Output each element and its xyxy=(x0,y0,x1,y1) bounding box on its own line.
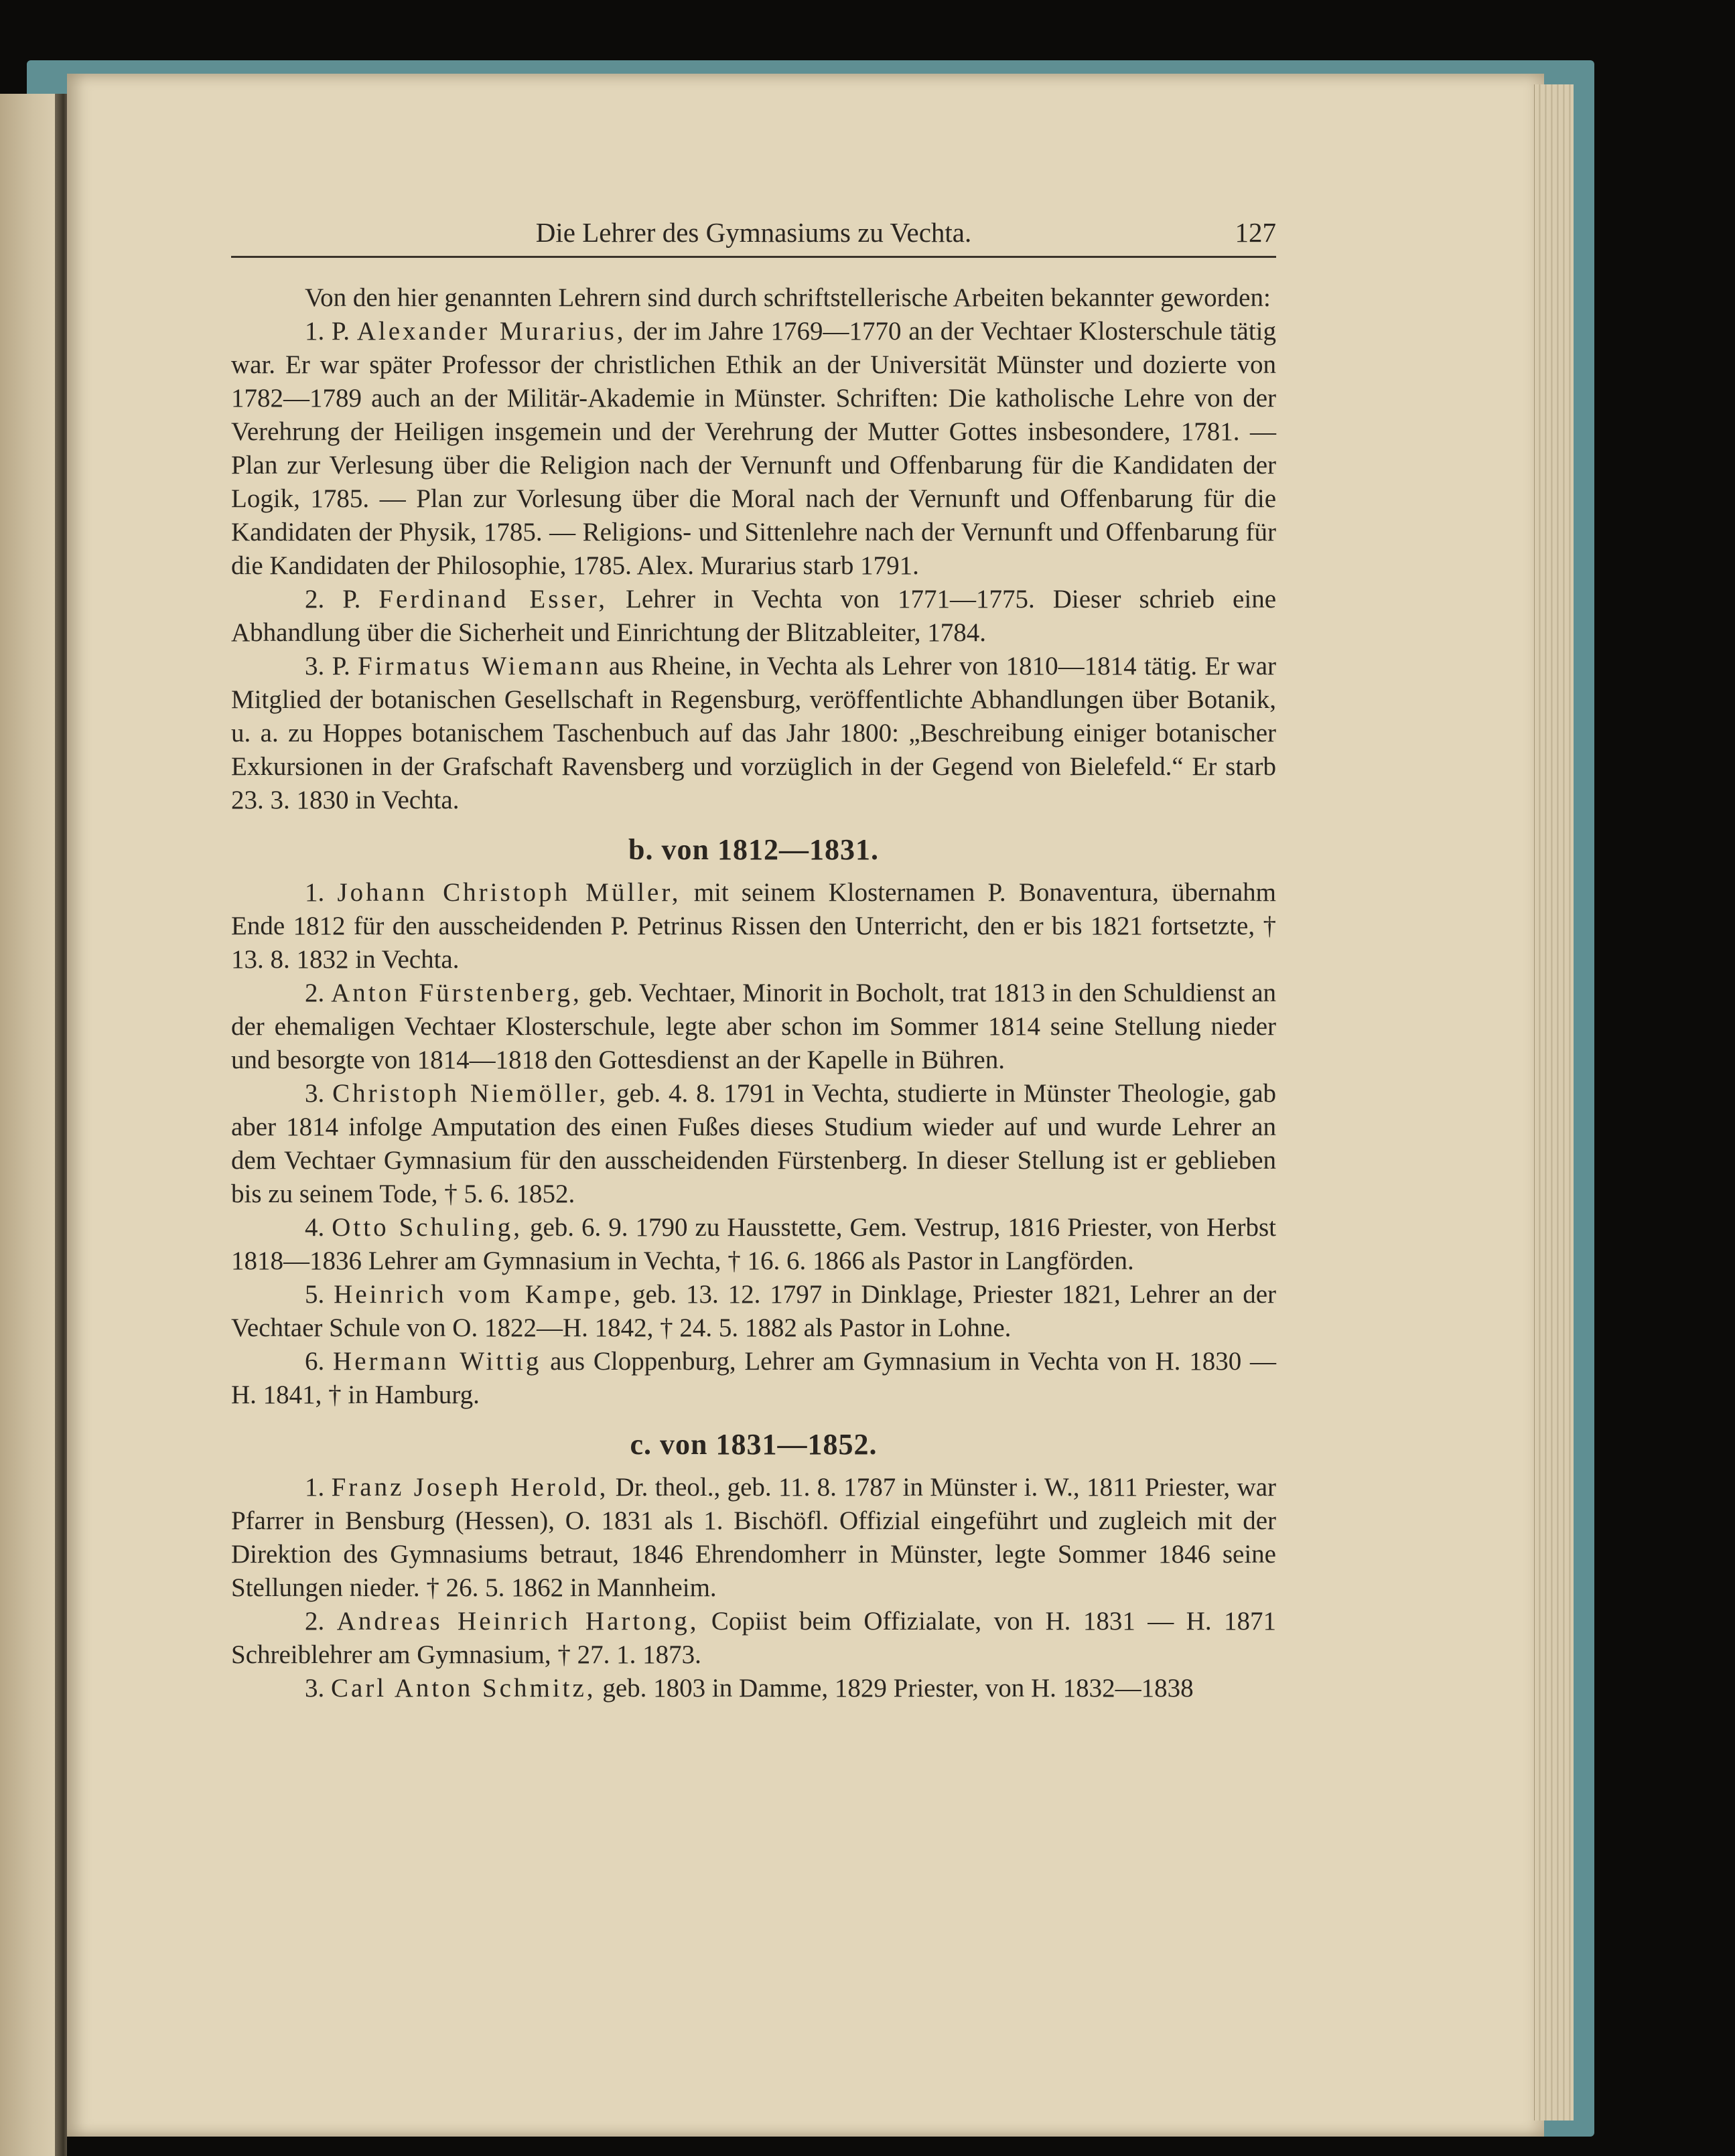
entry-number: 2. P. xyxy=(305,585,361,614)
entry-c-2 xyxy=(231,1605,1276,1672)
entry-name: Johann Christoph Müller, xyxy=(337,878,681,907)
page-number: 127 xyxy=(1235,217,1276,248)
entry-text: geb. 13. 12. 1797 in Dinklage, Priester 1821, Lehrer an der Vechtaer Schule von O. 1822—H. 1842, † 24. 5. 1882 als Pastor in Lohne. xyxy=(231,1280,1277,1342)
entry-number: 3. P. xyxy=(305,652,350,680)
entry-a-3 xyxy=(231,650,1276,817)
entry-text: der im Jahre 1769—1770 an der Vechtaer Klosterschule tätig war. Er war später Professor der christlichen Ethik an der Universität Münster und dozierte von 1782—1789 auch an der Militär-Akademie in Münster. Schriften: Die katholische Lehre von der Verehrung der Heiligen insgemein und der Verehrung der Mutter Gottes insbesondere, 1781. — Plan zur Verlesung über die Religion nach der Vernunft und Offenbarung für die Kandidaten der Logik, 1785. — Plan zur Vorlesung über die Moral nach der Vernunft und Offenbarung für die Kandidaten der Physik, 1785. — Religions- und Sittenlehre nach der Vernunft und Offenbarung für die Kandidaten der Philosophie, 1785. Alex. Murarius starb 1791. xyxy=(231,317,1276,580)
entry-name: Firmatus Wiemann xyxy=(358,652,602,680)
entry-text: geb. 6. 9. 1790 zu Hausstette, Gem. Vestrup, 1816 Priester, von Herbst 1818—1836 Lehrer am Gymnasium in Vechta, † 16. 6. 1866 als Pastor in Langförden. xyxy=(231,1213,1276,1275)
entry-name: Otto Schuling, xyxy=(332,1213,523,1242)
entry-name: Andreas Heinrich Hartong, xyxy=(336,1607,699,1636)
entry-name: Hermann Wittig xyxy=(333,1347,542,1376)
book-gutter xyxy=(55,94,67,2156)
page-edges xyxy=(1534,84,1574,2121)
entry-text: geb. Vechtaer, Minorit in Bocholt, trat 1813 in den Schuldienst an der ehemaligen Vechtaer Klosterschule, legte aber schon im Sommer 1814 seine Stellung nieder und besorgte von 1814—1818 den Gottesdienst an der Kapelle in Bühren. xyxy=(231,979,1277,1074)
entry-b-6 xyxy=(231,1345,1276,1412)
entry-number: 3. xyxy=(305,1079,325,1108)
section-c-heading: c. von 1831—1852. xyxy=(630,1428,878,1461)
entry-number: 3. xyxy=(305,1674,325,1703)
entry-b-1 xyxy=(231,876,1276,977)
entry-number: 5. xyxy=(305,1280,325,1309)
entry-b-5 xyxy=(231,1278,1276,1345)
entry-b-4 xyxy=(231,1211,1276,1278)
entry-name: Christoph Niemöller, xyxy=(332,1079,609,1108)
entry-a-2 xyxy=(231,583,1276,650)
entry-name: Ferdinand Esser, xyxy=(378,585,608,614)
entry-name: Alexander Murarius, xyxy=(356,317,626,346)
entry-name: Franz Joseph Herold, xyxy=(331,1473,609,1502)
entry-name: Heinrich vom Kampe, xyxy=(334,1280,624,1309)
intro-paragraph: Von den hier genannten Lehrern sind durch schriftstellerische Arbeiten bekannter geworden: xyxy=(305,283,1271,312)
entry-name: Carl Anton Schmitz, xyxy=(331,1674,596,1703)
entry-number: 4. xyxy=(305,1213,325,1242)
entry-text: geb. 4. 8. 1791 in Vechta, studierte in Münster Theologie, gab aber 1814 infolge Amputation des einen Fußes dieses Studium wieder auf und wurde Lehrer an dem Vechtaer Gymnasium für den ausscheidenden Fürstenberg. In dieser Stellung ist er geblieben bis zu seinem Tode, † 5. 6. 1852. xyxy=(231,1079,1277,1208)
left-page-edge xyxy=(0,94,56,2156)
running-title: Die Lehrer des Gymnasiums zu Vechta. xyxy=(535,217,972,248)
entry-text: aus Cloppenburg, Lehrer am Gymnasium in Vechta von H. 1830 — H. 1841, † in Hamburg. xyxy=(231,1347,1277,1409)
entry-number: 1. xyxy=(305,878,325,907)
entry-a-1 xyxy=(231,315,1276,583)
entry-number: 6. xyxy=(305,1347,325,1376)
section-b-heading: b. von 1812—1831. xyxy=(628,833,879,866)
entry-name: Anton Fürstenberg, xyxy=(331,979,582,1007)
entry-number: 1. P. xyxy=(305,317,350,346)
entry-c-3 xyxy=(231,1672,1276,1705)
entry-text: Lehrer in Vechta von 1771—1775. Dieser schrieb eine Abhandlung über die Sicherheit und Einrichtung der Blitzableiter, 1784. xyxy=(231,585,1276,647)
page-header xyxy=(231,208,1276,258)
entry-text: Copiist beim Offizialate, von H. 1831 — H. 1871 Schreiblehrer am Gymnasium, † 27. 1. 1873. xyxy=(231,1607,1276,1669)
entry-b-3 xyxy=(231,1077,1276,1211)
entry-number: 2. xyxy=(305,1607,325,1636)
entry-b-2 xyxy=(231,977,1276,1077)
entry-number: 2. xyxy=(305,979,325,1007)
entry-text: mit seinem Klosternamen P. Bonaventura, übernahm Ende 1812 für den ausscheidenden P. Petrinus Rissen den Unterricht, den er bis 1821 fortsetzte, † 13. 8. 1832 in Vechta. xyxy=(231,878,1276,974)
entry-number: 1. xyxy=(305,1473,325,1502)
entry-text: Dr. theol., geb. 11. 8. 1787 in Münster i. W., 1811 Priester, war Pfarrer in Bensburg (Hessen), O. 1831 als 1. Bischöfl. Offizial eingeführt und zugleich mit der Direktion des Gymnasiums betraut, 1846 Ehrendomherr in Münster, legte Sommer 1846 seine Stellungen nieder. † 26. 5. 1862 in Mannheim. xyxy=(231,1473,1276,1602)
entry-c-1 xyxy=(231,1471,1276,1605)
page-body xyxy=(231,281,1276,1705)
entry-text: geb. 1803 in Damme, 1829 Priester, von H. 1832—1838 xyxy=(596,1674,1194,1703)
entry-text: aus Rheine, in Vechta als Lehrer von 1810—1814 tätig. Er war Mitglied der botanischen Gesellschaft in Regensburg, veröffentlichte Abhandlungen über Botanik, u. a. zu Hoppes botanischem Taschenbuch auf das Jahr 1800: „Beschreibung einiger botanischer Exkursionen in der Grafschaft Ravensberg und vorzüglich in der Gegend von Bielefeld.“ Er starb 23. 3. 1830 in Vechta. xyxy=(231,652,1276,814)
